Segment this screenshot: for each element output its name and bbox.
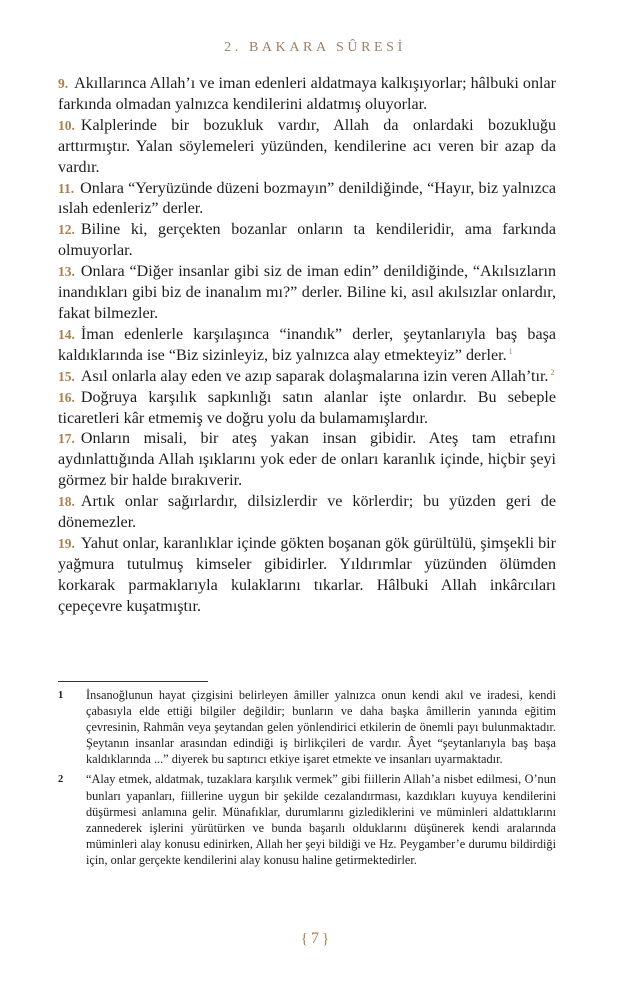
verse-14 xyxy=(58,325,556,367)
footnote-list xyxy=(58,687,556,872)
verse-number: 13. xyxy=(58,264,75,280)
verse-text: Onlara “Diğer insanlar gibi siz de iman edin” denildiğinde, “Akılsızların inandıkları gibi biz de inanalım mı?” derler. Biline ki, asıl akılsızlar onlardır, fakat bilmezler. xyxy=(58,263,556,322)
footnote-number: 2 xyxy=(58,774,64,786)
page-number xyxy=(0,930,630,948)
footnote-reference[interactable]: 1 xyxy=(508,346,513,356)
verse-12 xyxy=(58,220,556,262)
verse-11 xyxy=(58,179,556,221)
verse-text: Onların misali, bir ateş yakan insan gibidir. Ateş tam etrafını aydınlattığında Allah ışıklarını yok eder de onları karanlık içinde, hiçbir şeyi görmez bir halde bırakıverir. xyxy=(58,430,556,490)
verse-13 xyxy=(58,262,556,325)
verse-number: 19. xyxy=(58,535,75,551)
footnote-text: İnsanoğlunun hayat çizgisini belirleyen âmiller yalnızca onun kendi akıl ve iradesi, kendi çabasıyla elde ettiği bilgiler değildir; bunların ve daha başka âmillerin yanında eğitim çevresinin, Rahmân veya şeytandan gelen yönlendirici etkilerin de önemli payı bulunmaktadır. Şeytanın insanlar arasından edindiği iş birlikçileri de vardır. Âyet “şeytanlarıyla baş başa kaldıklarında ...” diyerek bu saptırıcı etkiye işaret etmekte ve insanları uyarmaktadır. xyxy=(86,688,556,767)
verse-9 xyxy=(58,74,556,116)
verse-text: Asıl onlarla alay eden ve azıp saparak dolaşmalarına izin veren Allah’tır. xyxy=(80,367,549,385)
verse-19 xyxy=(58,534,556,618)
verse-number: 18. xyxy=(58,494,75,510)
verse-text: Yahut onlar, karanlıklar içinde gökten boşanan gök gürültülü, şimşekli bir yağmura tutulmuş kimseler gibidirler. Yıldırımlar yüzünden ölümden korkarak parmaklarıyla kulaklarını tıkarlar. Hâlbuki Allah inkârcıları çepeçevre kuşatmıştır. xyxy=(58,534,556,615)
verse-list xyxy=(58,74,556,618)
verse-number: 11. xyxy=(58,180,75,196)
verse-text: Kalplerinde bir bozukluk vardır, Allah da onlardaki bozukluğu arttırmıştır. Yalan söylemeleri yüzünden, kendilerine acı veren bir azap da vardır. xyxy=(58,116,556,176)
ornament-left-icon: { xyxy=(300,931,308,947)
verse-number: 9. xyxy=(58,76,69,91)
verse-10 xyxy=(58,116,556,179)
verse-number: 15. xyxy=(58,368,75,384)
verse-text: Doğruya karşılık sapkınlığı satın alanlar işte onlardır. Bu sebeple ticaretleri kâr etmemiş ve doğru yolu da bulamamışlardır. xyxy=(58,388,556,427)
verse-number: 16. xyxy=(58,389,75,405)
verse-text: Onlara “Yeryüzünde düzeni bozmayın” denildiğinde, “Hayır, biz yalnızca ıslah edenleriz” derler. xyxy=(58,179,556,218)
page-number-text: 7 xyxy=(311,930,319,947)
footnote-text: “Alay etmek, aldatmak, tuzaklara karşılık vermek” gibi fiillerin Allah’a nisbet edilmesi, O’nun bunları yapanları, fiillerine uygun bir şekilde cezalandırması, kazdıkları kuyuya kendilerini düşürmesi anlamına gelir. Münafıklar, durumlarını gizlediklerini ve müminleri aldattıklarını zannederek işlerini yürütürken ve bunda başarılı olduklarını düşünerek kendi aralarında müminleri alay konusu edinirken, Allah her şeyi bildiği ve Hz. Peygamber’e durumu bildirdiği için, onlar gerçekte kendilerini alay konusu haline getirmektedirler. xyxy=(86,772,556,867)
verse-text: Akıllarınca Allah’ı ve iman edenleri aldatmaya kalkışıyorlar; hâlbuki onlar farkında olmadan yalnızca kendilerini aldatmış oluyorlar. xyxy=(58,75,556,113)
verse-text: Artık onlar sağırlardır, dilsizlerdir ve körlerdir; bu yüzden geri de dönemezler. xyxy=(58,493,556,532)
verse-number: 17. xyxy=(58,431,75,447)
verse-text: İman edenlerle karşılaşınca “inandık” derler, şeytanlarıyla baş başa kaldıklarında ise “Biz sizinleyiz, biz yalnızca alay etmekteyiz” derler. xyxy=(58,325,556,364)
footnote-2 xyxy=(58,771,556,868)
verse-17 xyxy=(58,429,556,492)
verse-text: Biline ki, gerçekten bozanlar onların ta kendileridir, ama farkında olmuyorlar. xyxy=(58,221,556,260)
footnote-1 xyxy=(58,687,556,767)
footnote-number: 1 xyxy=(58,690,64,701)
verse-number: 14. xyxy=(58,326,75,342)
verse-number: 12. xyxy=(58,222,75,238)
ornament-right-icon: } xyxy=(322,931,330,947)
footnote-reference[interactable]: 2 xyxy=(550,367,555,377)
verse-16 xyxy=(58,388,556,430)
running-header: 2. BAKARA SÛRESİ xyxy=(224,40,406,55)
verse-number: 10. xyxy=(58,117,75,133)
footnote-divider xyxy=(58,681,208,682)
verse-18 xyxy=(58,492,556,534)
verse-15 xyxy=(58,367,556,388)
